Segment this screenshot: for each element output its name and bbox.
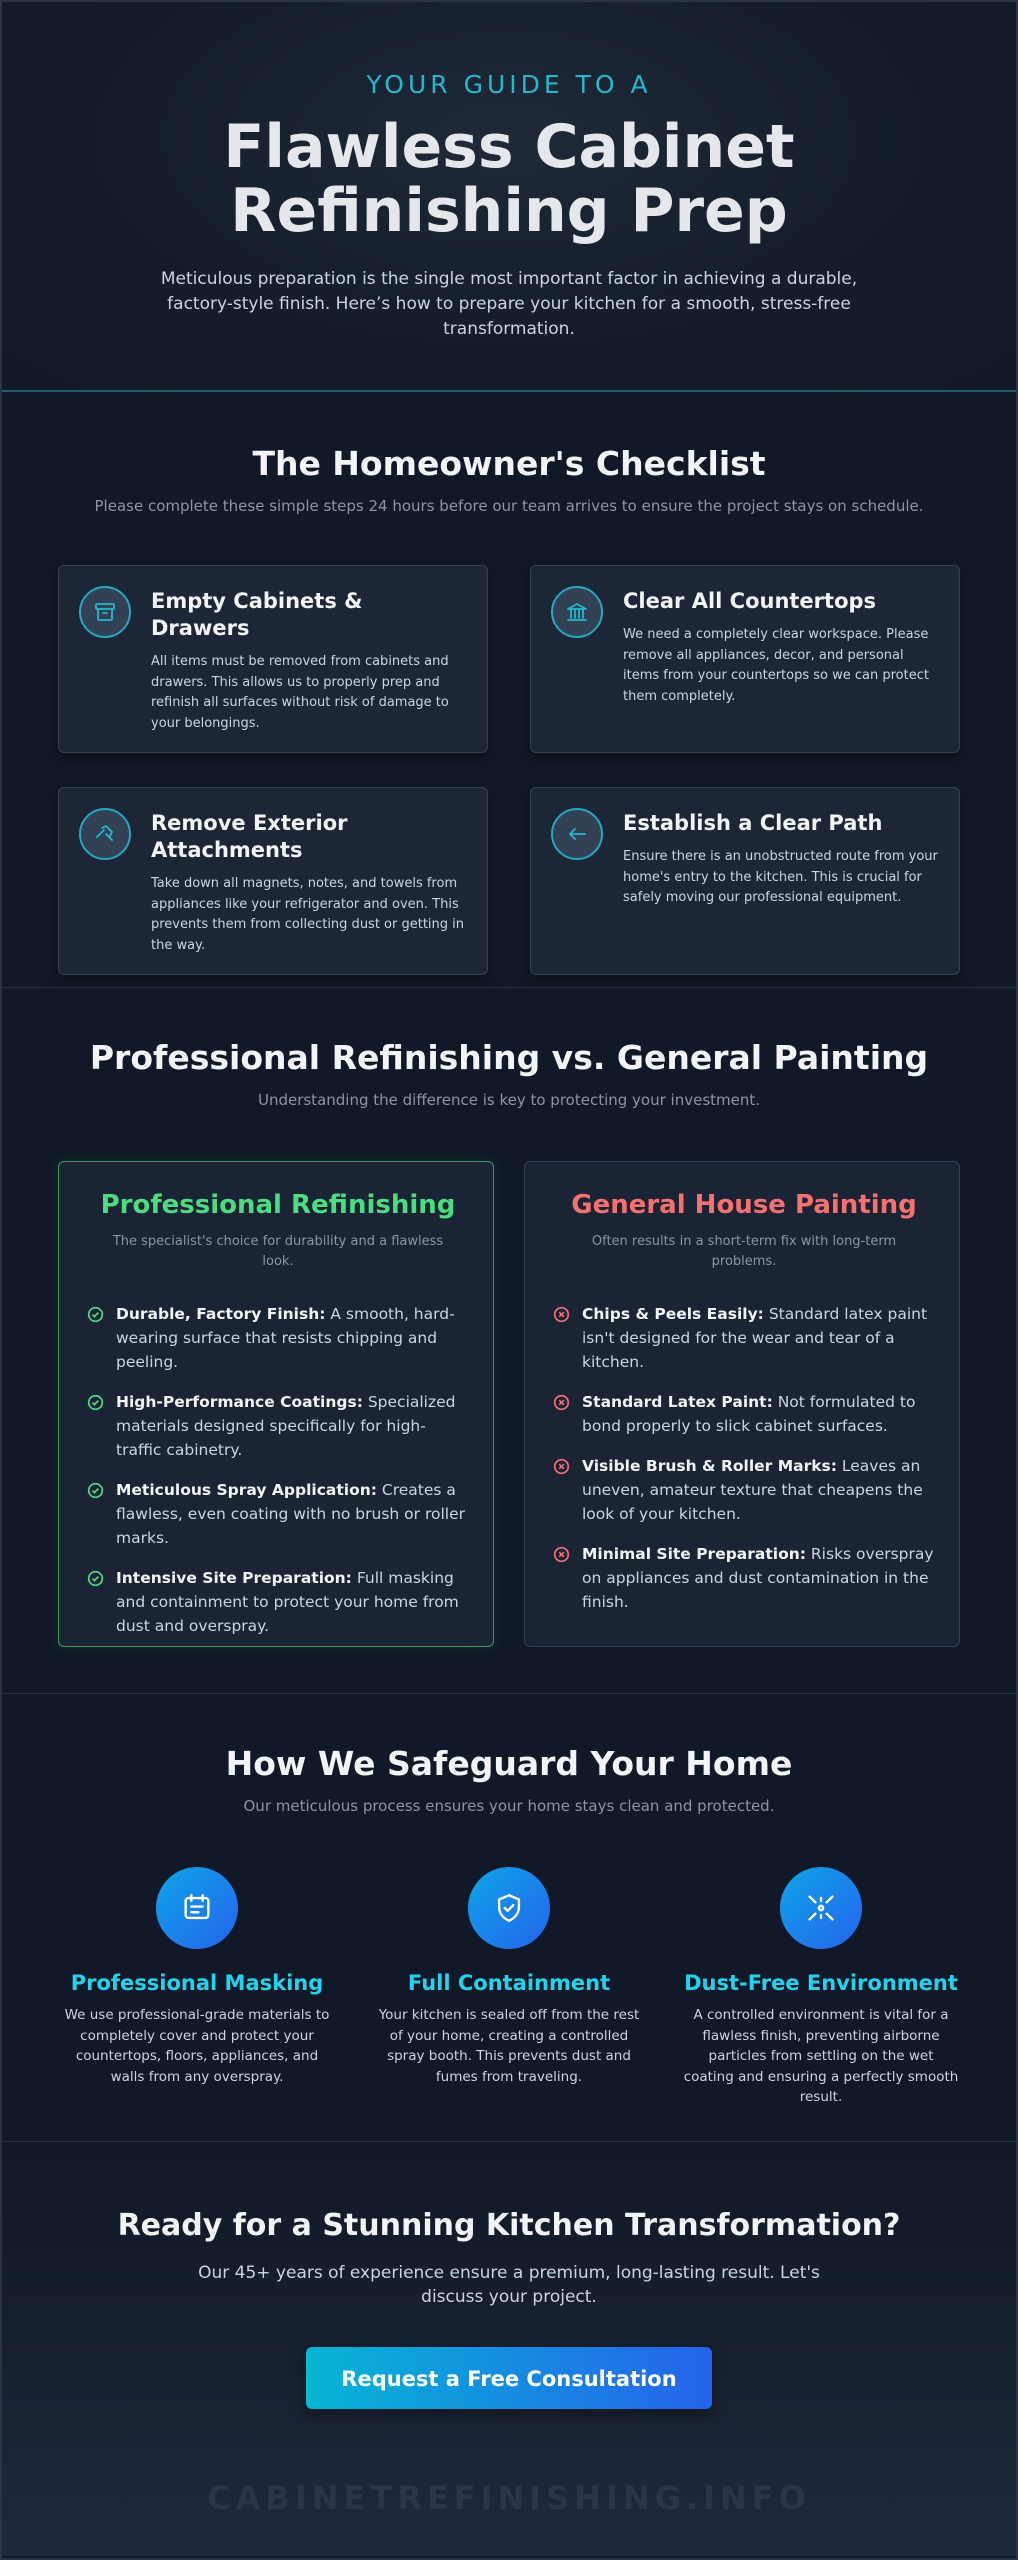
feature-text: We use professional-grade materials to completely cover and protect your countertops, floors, appliances, and walls from any overspray. bbox=[64, 2007, 330, 2085]
bank-icon bbox=[551, 586, 603, 638]
feature-title: Professional Masking bbox=[70, 1971, 324, 1995]
shield-check-icon bbox=[468, 1867, 550, 1949]
list-item-text: Minimal Site Preparation: Risks overspray on appliances and dust contamination in the finish. bbox=[582, 1545, 934, 1611]
check-circle-icon bbox=[87, 1482, 104, 1550]
list-item bbox=[553, 1390, 935, 1438]
hero-title-line2: Refinishing Prep bbox=[230, 176, 788, 246]
checklist-title: The Homeowner's Checklist bbox=[252, 444, 766, 483]
air-filter-icon bbox=[780, 1867, 862, 1949]
list-item-text: Chips & Peels Easily: Standard latex paint isn't designed for the wear and tear of a kitchen. bbox=[582, 1305, 928, 1371]
list-item bbox=[553, 1302, 935, 1374]
checklist-card-title: Empty Cabinets & Drawers bbox=[151, 589, 363, 640]
checklist-card bbox=[58, 787, 488, 975]
professional-list bbox=[87, 1302, 469, 1638]
masking-icon bbox=[156, 1867, 238, 1949]
checklist-card-text: Ensure there is an unobstructed route from your home's entry to the kitchen. This is crucial for safely moving our professional equipment. bbox=[623, 849, 938, 905]
list-item bbox=[87, 1478, 469, 1550]
hero-title-line1: Flawless Cabinet bbox=[223, 112, 795, 182]
archive-box-icon bbox=[79, 586, 131, 638]
brand-watermark: CABINETREFINISHING.INFO bbox=[207, 2479, 811, 2517]
general-list bbox=[553, 1302, 935, 1614]
professional-card-subtitle: The specialist's choice for durability and a flawless look. bbox=[112, 1234, 444, 1269]
feature-masking bbox=[59, 1867, 335, 2108]
hero-title bbox=[2, 112, 1016, 246]
comparison-grid bbox=[2, 1161, 1016, 1647]
feature-text: Your kitchen is sealed off from the rest of your home, creating a controlled spray booth. This prevents dust and fumes from traveling. bbox=[378, 2007, 640, 2085]
checklist-card bbox=[58, 565, 488, 753]
hero-subtitle: Meticulous preparation is the single most important factor in achieving a durable, factory-style finish. Here’s how to prepare your kitchen for a smooth, stress-free transformation. bbox=[160, 269, 858, 339]
list-item bbox=[87, 1566, 469, 1638]
list-item bbox=[553, 1454, 935, 1526]
feature-dust-free bbox=[683, 1867, 959, 2108]
checklist-section bbox=[2, 392, 1016, 988]
checklist-grid bbox=[58, 565, 960, 975]
feature-containment bbox=[371, 1867, 647, 2108]
comparison-subtitle: Understanding the difference is key to protecting your investment. bbox=[257, 1091, 761, 1109]
cta-title: Ready for a Stunning Kitchen Transformation? bbox=[117, 2208, 901, 2243]
checklist-card-title: Clear All Countertops bbox=[623, 589, 877, 613]
arrow-left-icon bbox=[551, 808, 603, 860]
general-painting-card bbox=[524, 1161, 960, 1647]
list-item bbox=[87, 1302, 469, 1374]
cta-section bbox=[2, 2142, 1016, 2556]
feature-text: A controlled environment is vital for a flawless finish, preventing airborne particles from settling on the wet coating and ensuring a perfectly smooth result. bbox=[683, 2007, 959, 2105]
list-item-text: Intensive Site Preparation: Full masking and containment to protect your home from dust and overspray. bbox=[116, 1569, 459, 1635]
hero-section bbox=[2, 2, 1016, 392]
check-circle-icon bbox=[87, 1306, 104, 1374]
general-card-subtitle: Often results in a short-term fix with long-term problems. bbox=[591, 1234, 897, 1269]
feature-title: Full Containment bbox=[407, 1971, 611, 1995]
x-circle-icon bbox=[553, 1306, 570, 1374]
cta-subtitle: Our 45+ years of experience ensure a premium, long-lasting result. Let's discuss your project. bbox=[198, 2263, 820, 2307]
list-item-text: Durable, Factory Finish: A smooth, hard-wearing surface that resists chipping and peeling. bbox=[116, 1305, 455, 1371]
tool-icon bbox=[79, 808, 131, 860]
list-item bbox=[87, 1390, 469, 1462]
checklist-card-title: Establish a Clear Path bbox=[623, 811, 883, 835]
checklist-card bbox=[530, 787, 960, 975]
list-item-text: Standard Latex Paint: Not formulated to bond properly to slick cabinet surfaces. bbox=[582, 1393, 916, 1435]
x-circle-icon bbox=[553, 1458, 570, 1526]
request-consultation-button[interactable]: Request a Free Consultation bbox=[306, 2347, 712, 2409]
hero-kicker: YOUR GUIDE TO A bbox=[366, 70, 652, 99]
list-item bbox=[553, 1542, 935, 1614]
professional-card-title: Professional Refinishing bbox=[100, 1190, 456, 1220]
safeguard-title: How We Safeguard Your Home bbox=[225, 1744, 793, 1783]
x-circle-icon bbox=[553, 1546, 570, 1614]
comparison-section bbox=[2, 988, 1016, 1694]
comparison-title: Professional Refinishing vs. General Painting bbox=[89, 1038, 929, 1077]
safeguard-section bbox=[2, 1694, 1016, 2142]
checklist-card-text: All items must be removed from cabinets and drawers. This allows us to properly prep and refinish all surfaces without risk of damage to your belongings. bbox=[151, 654, 449, 731]
checklist-card-text: We need a completely clear workspace. Please remove all appliances, decor, and personal items from your countertops so we can protect them completely. bbox=[623, 627, 929, 704]
list-item-text: Meticulous Spray Application: Creates a flawless, even coating with no brush or roller marks. bbox=[116, 1481, 465, 1547]
check-circle-icon bbox=[87, 1570, 104, 1638]
list-item-text: High-Performance Coatings: Specialized materials designed specifically for high-traffic cabinetry. bbox=[116, 1393, 456, 1459]
safeguard-subtitle: Our meticulous process ensures your home stays clean and protected. bbox=[243, 1797, 775, 1815]
general-card-title: General House Painting bbox=[571, 1190, 917, 1220]
checklist-card-title: Remove Exterior Attachments bbox=[151, 811, 348, 862]
checklist-card-text: Take down all magnets, notes, and towels from appliances like your refrigerator and oven. This prevents them from collecting dust or getting in the way. bbox=[151, 876, 465, 953]
feature-title: Dust-Free Environment bbox=[684, 1971, 958, 1995]
x-circle-icon bbox=[553, 1394, 570, 1438]
check-circle-icon bbox=[87, 1394, 104, 1462]
professional-card bbox=[58, 1161, 494, 1647]
list-item-text: Visible Brush & Roller Marks: Leaves an uneven, amateur texture that cheapens the look of your kitchen. bbox=[582, 1457, 923, 1523]
feature-row bbox=[2, 1867, 1016, 2108]
checklist-card bbox=[530, 565, 960, 753]
checklist-subtitle: Please complete these simple steps 24 hours before our team arrives to ensure the project stays on schedule. bbox=[94, 497, 924, 515]
